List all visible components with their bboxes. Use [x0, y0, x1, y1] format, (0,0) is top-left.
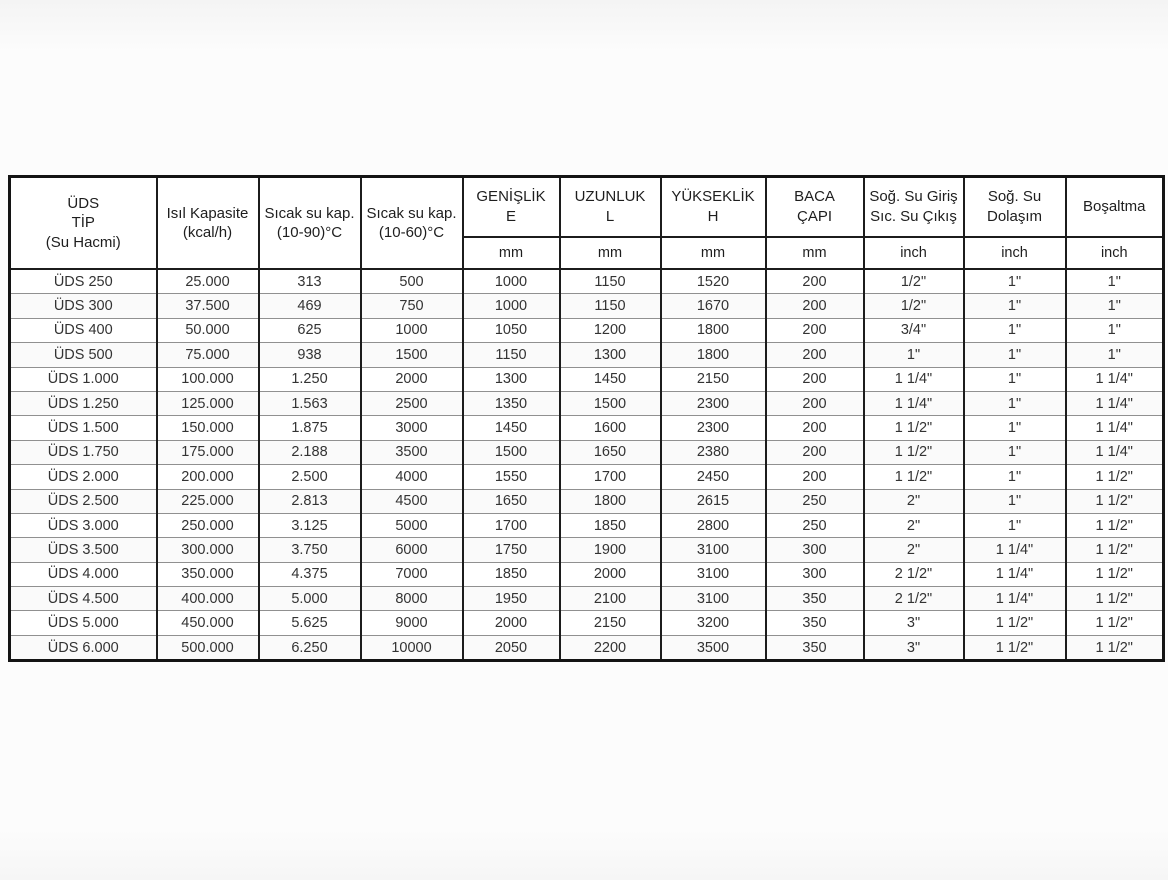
row-label-cell: ÜDS 500 [10, 343, 157, 367]
value-cell: 2" [864, 513, 964, 537]
value-cell: 7000 [361, 562, 463, 586]
value-cell: 1 1/2" [1066, 489, 1164, 513]
column-header-3 [361, 177, 463, 270]
value-cell: 1500 [361, 343, 463, 367]
value-cell: 1" [964, 391, 1066, 415]
value-cell: 2000 [560, 562, 661, 586]
value-cell: 350 [766, 635, 864, 660]
value-cell: 50.000 [157, 318, 259, 342]
value-cell: 25.000 [157, 269, 259, 294]
value-cell: 1.875 [259, 416, 361, 440]
value-cell: 1000 [463, 294, 560, 318]
column-header-line: (10-60)°C [378, 224, 445, 241]
value-cell: 313 [259, 269, 361, 294]
table-row [10, 440, 1164, 464]
table-row [10, 391, 1164, 415]
value-cell: 938 [259, 343, 361, 367]
value-cell: 75.000 [157, 343, 259, 367]
value-cell: 225.000 [157, 489, 259, 513]
value-cell: 2 1/2" [864, 562, 964, 586]
value-cell: 1 1/4" [1066, 416, 1164, 440]
uds-spec-table [8, 175, 1165, 662]
row-label-cell: ÜDS 3.000 [10, 513, 157, 537]
row-label-cell: ÜDS 1.750 [10, 440, 157, 464]
column-header-line: YÜKSEKLİK [671, 188, 755, 206]
value-cell: 1 1/4" [964, 538, 1066, 562]
value-cell: 1/2" [864, 294, 964, 318]
column-header-line: Sıc. Su Çıkış [870, 207, 957, 225]
value-cell: 3500 [661, 635, 766, 660]
value-cell: 2300 [661, 416, 766, 440]
value-cell: 1500 [560, 391, 661, 415]
value-cell: 200 [766, 367, 864, 391]
value-cell: 1 1/2" [1066, 611, 1164, 635]
column-header-1 [157, 177, 259, 270]
value-cell: 200 [766, 465, 864, 489]
value-cell: 200 [766, 416, 864, 440]
row-label-cell: ÜDS 1.250 [10, 391, 157, 415]
value-cell: 2380 [661, 440, 766, 464]
column-header-line: GENİŞLİK [476, 188, 546, 206]
value-cell: 1" [1066, 269, 1164, 294]
value-cell: 3500 [361, 440, 463, 464]
row-label-cell: ÜDS 2.000 [10, 465, 157, 489]
value-cell: 2.188 [259, 440, 361, 464]
value-cell: 1000 [463, 269, 560, 294]
table-row [10, 611, 1164, 635]
column-header-line: Soğ. Su [987, 188, 1042, 206]
column-unit-10: inch [1066, 237, 1164, 269]
value-cell: 1 1/2" [864, 440, 964, 464]
row-label-cell: ÜDS 6.000 [10, 635, 157, 660]
value-cell: 1800 [661, 318, 766, 342]
value-cell: 1" [1066, 318, 1164, 342]
value-cell: 3000 [361, 416, 463, 440]
value-cell: 1450 [560, 367, 661, 391]
value-cell: 2100 [560, 587, 661, 611]
value-cell: 200 [766, 269, 864, 294]
value-cell: 1450 [463, 416, 560, 440]
column-header-2 [259, 177, 361, 270]
value-cell: 200 [766, 440, 864, 464]
row-label-cell: ÜDS 1.000 [10, 367, 157, 391]
value-cell: 1700 [463, 513, 560, 537]
value-cell: 1850 [463, 562, 560, 586]
value-cell: 2000 [463, 611, 560, 635]
value-cell: 9000 [361, 611, 463, 635]
table-row [10, 294, 1164, 318]
value-cell: 350.000 [157, 562, 259, 586]
value-cell: 2.500 [259, 465, 361, 489]
column-header-line: Sıcak su kap. [366, 204, 457, 222]
value-cell: 37.500 [157, 294, 259, 318]
spec-table-container [8, 175, 1162, 662]
value-cell: 3" [864, 611, 964, 635]
value-cell: 1300 [463, 367, 560, 391]
value-cell: 3200 [661, 611, 766, 635]
column-unit-6: mm [661, 237, 766, 269]
column-header-line: (kcal/h) [182, 224, 233, 241]
value-cell: 1520 [661, 269, 766, 294]
row-label-cell: ÜDS 3.500 [10, 538, 157, 562]
column-header-5 [560, 177, 661, 237]
value-cell: 1650 [463, 489, 560, 513]
row-label-cell: ÜDS 4.000 [10, 562, 157, 586]
value-cell: 3100 [661, 538, 766, 562]
column-header-line: ÜDS [67, 194, 100, 212]
value-cell: 1 1/4" [1066, 440, 1164, 464]
value-cell: 250 [766, 489, 864, 513]
table-row [10, 513, 1164, 537]
table-row [10, 635, 1164, 660]
value-cell: 1 1/2" [1066, 513, 1164, 537]
column-header-7 [766, 177, 864, 237]
value-cell: 1" [964, 367, 1066, 391]
value-cell: 1150 [463, 343, 560, 367]
value-cell: 100.000 [157, 367, 259, 391]
value-cell: 1 1/2" [1066, 538, 1164, 562]
value-cell: 150.000 [157, 416, 259, 440]
value-cell: 6000 [361, 538, 463, 562]
value-cell: 1050 [463, 318, 560, 342]
value-cell: 3.125 [259, 513, 361, 537]
table-row [10, 489, 1164, 513]
column-header-line: Soğ. Su Giriş [869, 188, 958, 206]
column-header-line: UZUNLUK [574, 188, 646, 206]
value-cell: 1 1/4" [864, 391, 964, 415]
table-row [10, 318, 1164, 342]
column-header-line: H [707, 207, 719, 225]
value-cell: 200.000 [157, 465, 259, 489]
table-row [10, 465, 1164, 489]
value-cell: 1 1/4" [1066, 391, 1164, 415]
table-header [10, 177, 1164, 270]
value-cell: 2300 [661, 391, 766, 415]
value-cell: 350 [766, 611, 864, 635]
value-cell: 2" [864, 538, 964, 562]
value-cell: 300 [766, 538, 864, 562]
value-cell: 1950 [463, 587, 560, 611]
row-label-cell: ÜDS 250 [10, 269, 157, 294]
value-cell: 1000 [361, 318, 463, 342]
value-cell: 2150 [661, 367, 766, 391]
column-header-0 [10, 177, 157, 270]
table-row [10, 269, 1164, 294]
value-cell: 1 1/2" [1066, 587, 1164, 611]
value-cell: 1" [964, 269, 1066, 294]
value-cell: 175.000 [157, 440, 259, 464]
value-cell: 4.375 [259, 562, 361, 586]
header-row-labels [10, 177, 1164, 237]
value-cell: 300.000 [157, 538, 259, 562]
value-cell: 1" [1066, 343, 1164, 367]
value-cell: 1700 [560, 465, 661, 489]
value-cell: 1" [964, 440, 1066, 464]
value-cell: 250 [766, 513, 864, 537]
value-cell: 1 1/4" [964, 562, 1066, 586]
column-header-line: ÇAPI [796, 207, 832, 225]
value-cell: 4000 [361, 465, 463, 489]
value-cell: 2450 [661, 465, 766, 489]
table-row [10, 367, 1164, 391]
value-cell: 2200 [560, 635, 661, 660]
value-cell: 500 [361, 269, 463, 294]
column-header-4 [463, 177, 560, 237]
column-unit-5: mm [560, 237, 661, 269]
value-cell: 1900 [560, 538, 661, 562]
column-header-line: Boşaltma [1082, 198, 1146, 216]
value-cell: 1.250 [259, 367, 361, 391]
table-row [10, 562, 1164, 586]
row-label-cell: ÜDS 300 [10, 294, 157, 318]
value-cell: 1600 [560, 416, 661, 440]
value-cell: 10000 [361, 635, 463, 660]
column-unit-4: mm [463, 237, 560, 269]
value-cell: 1" [1066, 294, 1164, 318]
value-cell: 200 [766, 294, 864, 318]
value-cell: 3" [864, 635, 964, 660]
value-cell: 300 [766, 562, 864, 586]
column-header-line: L [605, 207, 615, 225]
value-cell: 200 [766, 318, 864, 342]
value-cell: 1/2" [864, 269, 964, 294]
value-cell: 750 [361, 294, 463, 318]
value-cell: 1650 [560, 440, 661, 464]
value-cell: 500.000 [157, 635, 259, 660]
value-cell: 125.000 [157, 391, 259, 415]
value-cell: 1" [964, 318, 1066, 342]
value-cell: 3100 [661, 562, 766, 586]
value-cell: 2050 [463, 635, 560, 660]
value-cell: 1 1/4" [964, 587, 1066, 611]
value-cell: 350 [766, 587, 864, 611]
column-header-line: (Su Hacmi) [45, 233, 121, 251]
value-cell: 1550 [463, 465, 560, 489]
value-cell: 1 1/2" [1066, 562, 1164, 586]
value-cell: 1 1/2" [864, 465, 964, 489]
row-label-cell: ÜDS 400 [10, 318, 157, 342]
value-cell: 2500 [361, 391, 463, 415]
value-cell: 1670 [661, 294, 766, 318]
table-row [10, 343, 1164, 367]
column-header-line: E [505, 207, 516, 225]
column-header-6 [661, 177, 766, 237]
value-cell: 1 1/2" [864, 416, 964, 440]
row-label-cell: ÜDS 5.000 [10, 611, 157, 635]
column-unit-8: inch [864, 237, 964, 269]
value-cell: 250.000 [157, 513, 259, 537]
value-cell: 1" [964, 489, 1066, 513]
column-unit-7: mm [766, 237, 864, 269]
value-cell: 450.000 [157, 611, 259, 635]
value-cell: 1850 [560, 513, 661, 537]
value-cell: 2615 [661, 489, 766, 513]
value-cell: 2000 [361, 367, 463, 391]
value-cell: 6.250 [259, 635, 361, 660]
column-header-line: Isıl Kapasite [166, 204, 249, 222]
value-cell: 469 [259, 294, 361, 318]
value-cell: 1" [964, 416, 1066, 440]
value-cell: 1 1/2" [964, 635, 1066, 660]
value-cell: 2150 [560, 611, 661, 635]
value-cell: 1800 [661, 343, 766, 367]
value-cell: 1150 [560, 294, 661, 318]
column-header-line: Sıcak su kap. [264, 204, 355, 222]
column-header-10 [1066, 177, 1164, 237]
row-label-cell: ÜDS 2.500 [10, 489, 157, 513]
table-row [10, 538, 1164, 562]
value-cell: 1 1/2" [1066, 465, 1164, 489]
value-cell: 1" [864, 343, 964, 367]
value-cell: 8000 [361, 587, 463, 611]
value-cell: 1800 [560, 489, 661, 513]
value-cell: 2.813 [259, 489, 361, 513]
value-cell: 1 1/4" [1066, 367, 1164, 391]
column-header-line: BACA [794, 188, 835, 206]
row-label-cell: ÜDS 1.500 [10, 416, 157, 440]
value-cell: 1200 [560, 318, 661, 342]
table-row [10, 587, 1164, 611]
value-cell: 1750 [463, 538, 560, 562]
value-cell: 5.625 [259, 611, 361, 635]
value-cell: 5000 [361, 513, 463, 537]
value-cell: 1" [964, 343, 1066, 367]
value-cell: 3100 [661, 587, 766, 611]
table-row [10, 416, 1164, 440]
column-header-line: Dolaşım [986, 207, 1042, 225]
column-unit-9: inch [964, 237, 1066, 269]
value-cell: 1500 [463, 440, 560, 464]
value-cell: 1350 [463, 391, 560, 415]
value-cell: 1150 [560, 269, 661, 294]
value-cell: 2" [864, 489, 964, 513]
value-cell: 1 1/2" [964, 611, 1066, 635]
value-cell: 625 [259, 318, 361, 342]
value-cell: 2 1/2" [864, 587, 964, 611]
value-cell: 1" [964, 513, 1066, 537]
value-cell: 1 1/4" [864, 367, 964, 391]
value-cell: 3/4" [864, 318, 964, 342]
value-cell: 1" [964, 465, 1066, 489]
row-label-cell: ÜDS 4.500 [10, 587, 157, 611]
value-cell: 1" [964, 294, 1066, 318]
column-header-line: (10-90)°C [276, 224, 343, 241]
value-cell: 1 1/2" [1066, 635, 1164, 660]
value-cell: 2800 [661, 513, 766, 537]
value-cell: 1300 [560, 343, 661, 367]
column-header-9 [964, 177, 1066, 237]
column-header-8 [864, 177, 964, 237]
value-cell: 1.563 [259, 391, 361, 415]
value-cell: 400.000 [157, 587, 259, 611]
value-cell: 200 [766, 343, 864, 367]
column-header-line: TİP [71, 214, 95, 232]
value-cell: 3.750 [259, 538, 361, 562]
value-cell: 4500 [361, 489, 463, 513]
table-body [10, 269, 1164, 661]
value-cell: 200 [766, 391, 864, 415]
value-cell: 5.000 [259, 587, 361, 611]
